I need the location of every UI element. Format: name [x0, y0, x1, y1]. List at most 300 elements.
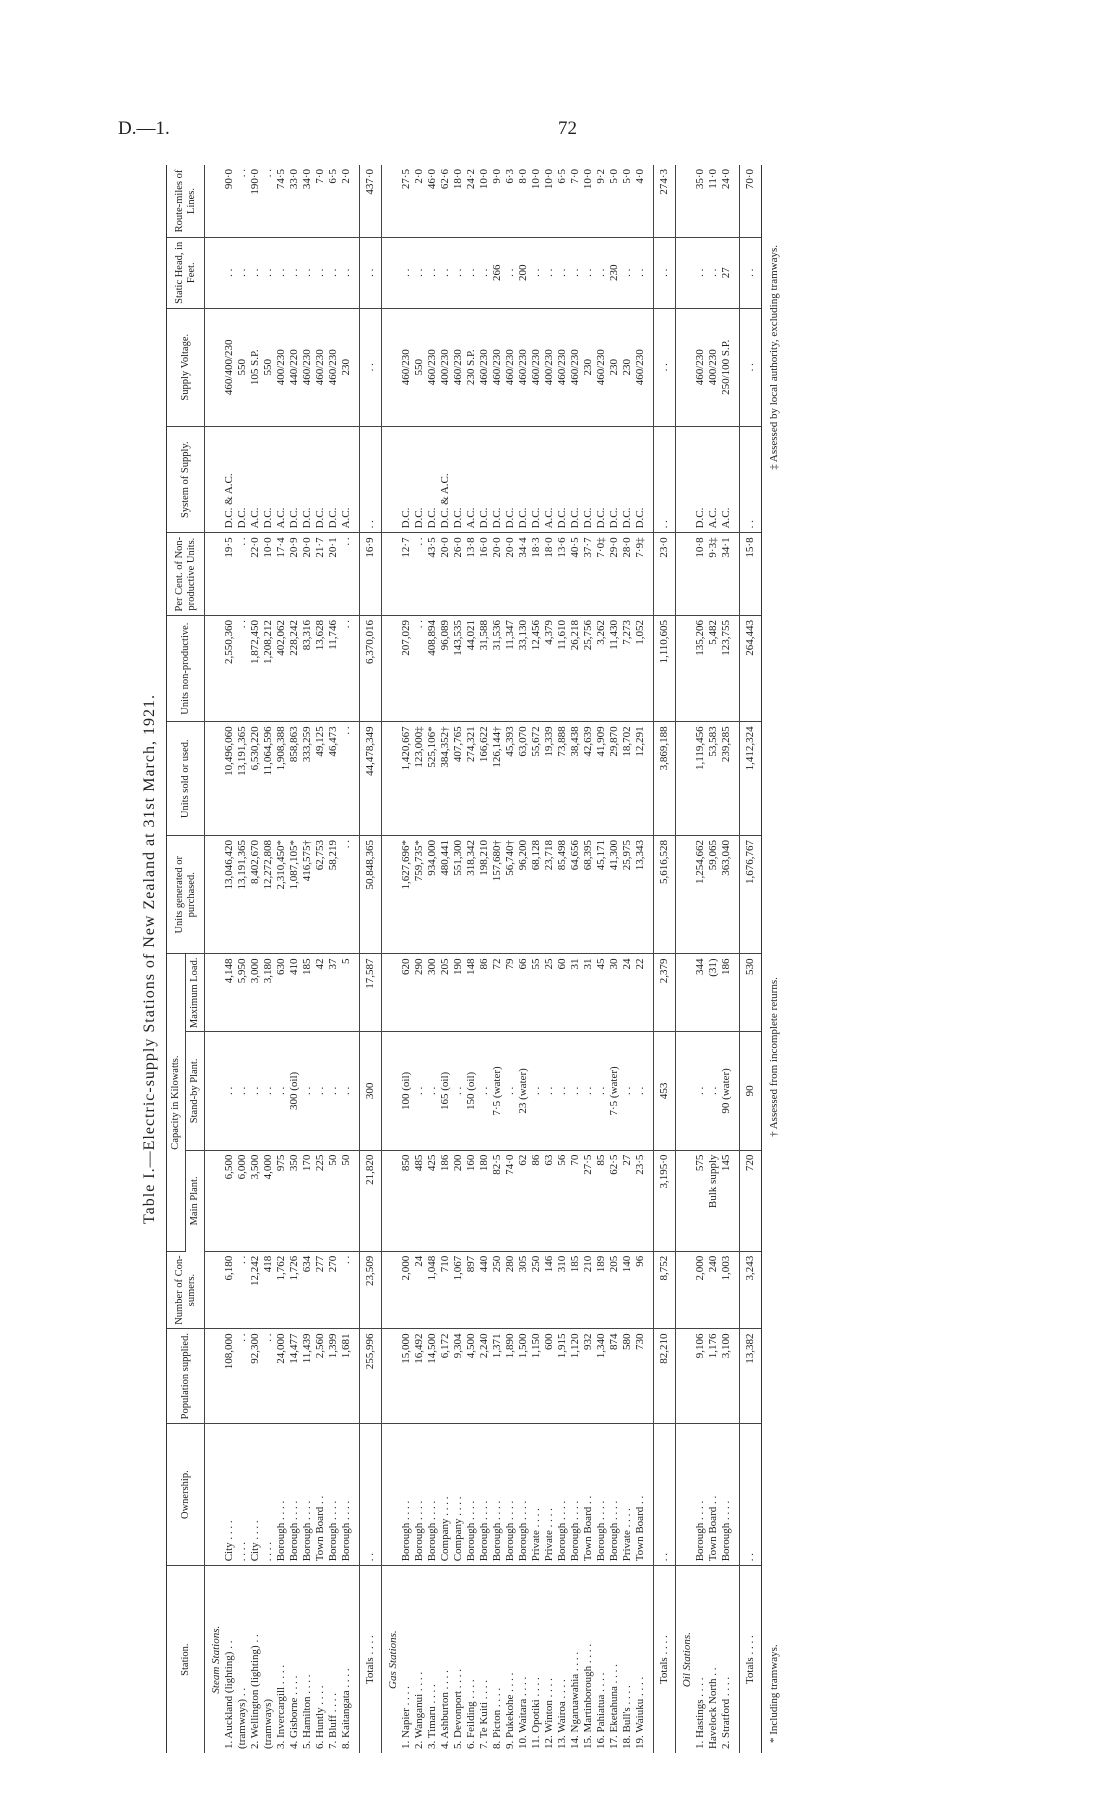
- total-route: 70·0: [740, 165, 762, 237]
- cell-consumers: 897: [465, 1251, 478, 1329]
- col-standby: Stand-by Plant.: [186, 1032, 205, 1150]
- table-row: [556, 165, 569, 1753]
- cell-pct: 20·0: [504, 533, 517, 616]
- cell-pct: 18·0: [543, 533, 556, 616]
- cell-voltage: 460/230: [400, 308, 413, 426]
- cell-route: 8·0: [517, 165, 530, 237]
- cell-pct: 16·0: [478, 533, 491, 616]
- col-population: Population supplied.: [167, 1329, 205, 1424]
- section-heading-row: [676, 165, 695, 1753]
- total-standby: 90: [740, 1032, 762, 1150]
- cell-sold: 38,438: [569, 722, 582, 836]
- cell-nonprod: 33,130: [517, 615, 530, 721]
- cell-system: D.C.: [262, 426, 275, 532]
- cell-population: . .: [236, 1329, 249, 1424]
- cell-sold: 49,125: [314, 722, 327, 836]
- cell-system: D.C.: [582, 426, 595, 532]
- cell-consumers: 305: [517, 1251, 530, 1329]
- cell-generated: 68,395: [582, 836, 595, 954]
- cell-nonprod: 1,208,212: [262, 615, 275, 721]
- cell-pct: 19·5: [223, 533, 236, 616]
- total-station: Totals . . . .: [740, 1566, 762, 1753]
- col-ownership: Ownership.: [167, 1423, 205, 1565]
- cell-population: 1,681: [340, 1329, 353, 1424]
- cell-station: 11. Opotiki . . . .: [530, 1677, 542, 1749]
- empty-cell: [382, 954, 401, 1032]
- totals-row: [654, 165, 676, 1753]
- cell-head: . .: [621, 237, 634, 308]
- col-system: System of Supply.: [167, 426, 205, 532]
- cell-route: 9·2: [595, 165, 608, 237]
- cell-generated: 68,128: [530, 836, 543, 954]
- cell-max-load: 205: [439, 954, 452, 1032]
- cell-sold: 53,583: [707, 722, 720, 836]
- cell-head: . .: [556, 237, 569, 308]
- cell-voltage: 460/230: [504, 308, 517, 426]
- section-heading: Steam Stations.: [210, 1625, 222, 1694]
- cell-standby: . .: [413, 1032, 426, 1150]
- empty-cell: [382, 1329, 401, 1424]
- cell-ownership: Town Board . .: [634, 1423, 647, 1565]
- total-main-plant: 720: [740, 1150, 762, 1251]
- cell-main-plant: 225: [314, 1150, 327, 1251]
- empty-cell: [382, 722, 401, 836]
- cell-station: 12. Winton . . . .: [543, 1678, 555, 1749]
- cell-system: D.C.: [288, 426, 301, 532]
- cell-station: 7. Bluff . . . .: [327, 1692, 339, 1749]
- cell-station: 4. Ashburton . . . .: [439, 1670, 451, 1749]
- table-row: [621, 165, 634, 1753]
- footnote-ddagger: ‡ Assessed by local authority, excluding tramways.: [768, 245, 780, 470]
- cell-sold: 166,622: [478, 722, 491, 836]
- cell-consumers: 2,000: [694, 1251, 707, 1329]
- cell-nonprod: 207,029: [400, 615, 413, 721]
- cell-population: 6,172: [439, 1329, 452, 1424]
- cell-consumers: 250: [530, 1251, 543, 1329]
- cell-pct: 13·8: [465, 533, 478, 616]
- cell-generated: 551,300: [452, 836, 465, 954]
- cell-pct: 34·1: [720, 533, 733, 616]
- total-max-load: 2,379: [654, 954, 676, 1032]
- cell-generated: 198,210: [478, 836, 491, 954]
- cell-sold: 29,870: [608, 722, 621, 836]
- cell-standby: . .: [504, 1032, 517, 1150]
- cell-sold: 41,909: [595, 722, 608, 836]
- total-station: Totals . . . .: [360, 1566, 382, 1753]
- cell-max-load: 37: [327, 954, 340, 1032]
- col-route-miles: Route-miles of Lines.: [167, 165, 205, 237]
- cell-voltage: 460/230: [694, 308, 707, 426]
- cell-pct: 29·0: [608, 533, 621, 616]
- cell-head: . .: [694, 237, 707, 308]
- cell-nonprod: . .: [236, 615, 249, 721]
- cell-population: 1,915: [556, 1329, 569, 1424]
- total-generated: 1,676,767: [740, 836, 762, 954]
- table-body: [205, 165, 762, 1753]
- empty-cell: [382, 836, 401, 954]
- cell-nonprod: 26,218: [569, 615, 582, 721]
- total-consumers: 8,752: [654, 1251, 676, 1329]
- table-row: [517, 165, 530, 1753]
- cell-pct: 10·0: [262, 533, 275, 616]
- cell-max-load: 190: [452, 954, 465, 1032]
- table-row: [608, 165, 621, 1753]
- cell-ownership: Borough . . . .: [595, 1423, 608, 1565]
- cell-nonprod: 135,206: [694, 615, 707, 721]
- cell-ownership: Town Board . .: [582, 1423, 595, 1565]
- cell-station: 4. Gisborne . . . .: [288, 1675, 300, 1749]
- total-ownership: . .: [654, 1423, 676, 1565]
- col-nonprod: Units non-productive.: [167, 615, 205, 721]
- cell-route: 190·0: [249, 165, 262, 237]
- cell-population: 932: [582, 1329, 595, 1424]
- cell-population: 1,500: [517, 1329, 530, 1424]
- cell-standby: 90 (water): [720, 1032, 733, 1150]
- empty-cell: [205, 308, 224, 426]
- cell-nonprod: 31,588: [478, 615, 491, 721]
- cell-generated: 59,065: [707, 836, 720, 954]
- cell-main-plant: 27: [621, 1150, 634, 1251]
- cell-pct: 34·4: [517, 533, 530, 616]
- cell-population: 1,340: [595, 1329, 608, 1424]
- cell-voltage: 400/230: [439, 308, 452, 426]
- cell-population: 874: [608, 1329, 621, 1424]
- cell-sold: 13,191,365: [236, 722, 249, 836]
- cell-population: 1,890: [504, 1329, 517, 1424]
- col-static-head: Static Head, in Feet.: [167, 237, 205, 308]
- cell-max-load: 45: [595, 954, 608, 1032]
- cell-standby: 300 (oil): [288, 1032, 301, 1150]
- cell-head: . .: [327, 237, 340, 308]
- cell-standby: . .: [582, 1032, 595, 1150]
- cell-ownership: Borough . . . .: [400, 1423, 413, 1565]
- cell-ownership: Private . . . .: [530, 1423, 543, 1565]
- cell-main-plant: 145: [720, 1150, 733, 1251]
- cell-ownership: Borough . . . .: [275, 1423, 288, 1565]
- cell-max-load: 148: [465, 954, 478, 1032]
- cell-route: 6·5: [327, 165, 340, 237]
- cell-voltage: 250/100 S.P.: [720, 308, 733, 426]
- cell-max-load: 25: [543, 954, 556, 1032]
- cell-population: 92,300: [249, 1329, 262, 1424]
- empty-cell: [382, 1251, 401, 1329]
- cell-generated: 56,740†: [504, 836, 517, 954]
- cell-station: 3. Timaru . . . .: [426, 1684, 438, 1749]
- table-row: [582, 165, 595, 1753]
- cell-ownership: Borough . . . .: [478, 1423, 491, 1565]
- cell-max-load: 72: [491, 954, 504, 1032]
- cell-standby: . .: [275, 1032, 288, 1150]
- cell-consumers: 210: [582, 1251, 595, 1329]
- cell-head: . .: [223, 237, 236, 308]
- cell-consumers: 12,242: [249, 1251, 262, 1329]
- total-nonprod: 1,110,605: [654, 615, 676, 721]
- cell-head: . .: [707, 237, 720, 308]
- total-route: 274·3: [654, 165, 676, 237]
- cell-consumers: . .: [340, 1251, 353, 1329]
- total-voltage: . .: [740, 308, 762, 426]
- cell-main-plant: 62·5: [608, 1150, 621, 1251]
- cell-system: D.C.: [517, 426, 530, 532]
- cell-max-load: 22: [634, 954, 647, 1032]
- cell-head: . .: [426, 237, 439, 308]
- footnotes: [762, 165, 780, 1753]
- total-population: 13,382: [740, 1329, 762, 1424]
- table-row: [504, 165, 517, 1753]
- total-pct: 15·8: [740, 533, 762, 616]
- cell-main-plant: 3,500: [249, 1150, 262, 1251]
- cell-standby: . .: [249, 1032, 262, 1150]
- cell-population: 730: [634, 1329, 647, 1424]
- total-system: . .: [740, 426, 762, 532]
- cell-ownership: City . . . .: [223, 1423, 236, 1565]
- total-head: . .: [654, 237, 676, 308]
- cell-consumers: 710: [439, 1251, 452, 1329]
- cell-station: 8. Picton . . . .: [491, 1687, 503, 1749]
- cell-ownership: City . . . .: [249, 1423, 262, 1565]
- cell-head: 266: [491, 237, 504, 308]
- cell-max-load: 66: [517, 954, 530, 1032]
- cell-voltage: 460/230: [327, 308, 340, 426]
- cell-voltage: 460/230: [426, 308, 439, 426]
- cell-standby: 150 (oil): [465, 1032, 478, 1150]
- cell-max-load: 31: [569, 954, 582, 1032]
- cell-pct: 26·0: [452, 533, 465, 616]
- section-heading-row: [382, 165, 401, 1753]
- cell-consumers: 280: [504, 1251, 517, 1329]
- cell-max-load: 42: [314, 954, 327, 1032]
- cell-route: 46·0: [426, 165, 439, 237]
- cell-head: . .: [543, 237, 556, 308]
- cell-nonprod: 13,628: [314, 615, 327, 721]
- cell-system: A.C.: [275, 426, 288, 532]
- empty-cell: [205, 237, 224, 308]
- cell-system: D.C. & A.C.: [439, 426, 452, 532]
- cell-main-plant: Bulk supply: [707, 1150, 720, 1251]
- cell-max-load: 620: [400, 954, 413, 1032]
- cell-station: 1. Napier . . . .: [400, 1686, 412, 1749]
- cell-ownership: Borough . . . .: [491, 1423, 504, 1565]
- cell-nonprod: . .: [340, 615, 353, 721]
- cell-route: 4·0: [634, 165, 647, 237]
- footnote-dagger: † Assessed from incomplete returns.: [768, 977, 780, 1137]
- cell-head: . .: [340, 237, 353, 308]
- cell-system: D.C.: [478, 426, 491, 532]
- cell-consumers: 418: [262, 1251, 275, 1329]
- total-max-load: 17,587: [360, 954, 382, 1032]
- cell-head: . .: [236, 237, 249, 308]
- cell-max-load: 290: [413, 954, 426, 1032]
- cell-max-load: 86: [478, 954, 491, 1032]
- cell-pct: 13·6: [556, 533, 569, 616]
- cell-ownership: Borough . . . .: [327, 1423, 340, 1565]
- cell-route: 24·2: [465, 165, 478, 237]
- cell-route: 5·0: [621, 165, 634, 237]
- section-heading-row: [205, 165, 224, 1753]
- cell-head: 27: [720, 237, 733, 308]
- cell-standby: 165 (oil): [439, 1032, 452, 1150]
- cell-max-load: 79: [504, 954, 517, 1032]
- cell-pct: 18·3: [530, 533, 543, 616]
- cell-head: . .: [314, 237, 327, 308]
- cell-head: . .: [582, 237, 595, 308]
- cell-voltage: 460/230: [634, 308, 647, 426]
- cell-population: 9,106: [694, 1329, 707, 1424]
- empty-cell: [676, 165, 695, 237]
- cell-max-load: 30: [608, 954, 621, 1032]
- cell-pct: 28·0: [621, 533, 634, 616]
- cell-generated: 934,000: [426, 836, 439, 954]
- cell-max-load: 24: [621, 954, 634, 1032]
- cell-standby: . .: [556, 1032, 569, 1150]
- cell-station: (tramways): [262, 1698, 274, 1749]
- cell-main-plant: 4,000: [262, 1150, 275, 1251]
- cell-system: D.C.: [400, 426, 413, 532]
- cell-nonprod: 3,262: [595, 615, 608, 721]
- cell-consumers: . .: [236, 1251, 249, 1329]
- cell-voltage: 550: [413, 308, 426, 426]
- cell-standby: . .: [478, 1032, 491, 1150]
- cell-population: 1,399: [327, 1329, 340, 1424]
- cell-head: . .: [288, 237, 301, 308]
- cell-station: 17. Eketahuna . . . .: [608, 1664, 620, 1749]
- cell-population: 1,150: [530, 1329, 543, 1424]
- cell-main-plant: 350: [288, 1150, 301, 1251]
- cell-route: 34·0: [301, 165, 314, 237]
- cell-population: 600: [543, 1329, 556, 1424]
- cell-system: D.C.: [236, 426, 249, 532]
- cell-standby: . .: [694, 1032, 707, 1150]
- cell-generated: 25,975: [621, 836, 634, 954]
- cell-nonprod: . .: [413, 615, 426, 721]
- cell-route: 6·5: [556, 165, 569, 237]
- cell-sold: 63,070: [517, 722, 530, 836]
- cell-max-load: 3,180: [262, 954, 275, 1032]
- cell-generated: 480,441: [439, 836, 452, 954]
- cell-system: D.C.: [595, 426, 608, 532]
- empty-cell: [205, 533, 224, 616]
- cell-population: . .: [262, 1329, 275, 1424]
- cell-generated: 12,272,808: [262, 836, 275, 954]
- cell-max-load: 185: [301, 954, 314, 1032]
- empty-cell: [676, 426, 695, 532]
- cell-station: Havelock North . .: [707, 1667, 719, 1749]
- cell-ownership: Borough . . . .: [517, 1423, 530, 1565]
- cell-route: 2·0: [340, 165, 353, 237]
- cell-system: A.C.: [340, 426, 353, 532]
- empty-cell: [676, 615, 695, 721]
- cell-nonprod: 11,347: [504, 615, 517, 721]
- cell-consumers: 250: [491, 1251, 504, 1329]
- footnote-star: * Including tramways.: [768, 1644, 780, 1743]
- cell-sold: 1,119,456: [694, 722, 707, 836]
- cell-generated: 318,342: [465, 836, 478, 954]
- cell-station: 2. Stratford . . . .: [720, 1676, 732, 1749]
- cell-pct: . .: [236, 533, 249, 616]
- cell-standby: . .: [236, 1032, 249, 1150]
- cell-route: 5·0: [608, 165, 621, 237]
- table-row: [301, 165, 314, 1753]
- cell-voltage: 460/230: [595, 308, 608, 426]
- cell-head: . .: [262, 237, 275, 308]
- col-consumers: Number of Con-sumers.: [167, 1251, 205, 1329]
- cell-sold: 6,530,220: [249, 722, 262, 836]
- cell-sold: 46,473: [327, 722, 340, 836]
- cell-pct: 9·3‡: [707, 533, 720, 616]
- empty-cell: [382, 165, 401, 237]
- cell-voltage: 460/230: [491, 308, 504, 426]
- cell-head: . .: [439, 237, 452, 308]
- cell-route: . .: [262, 165, 275, 237]
- cell-voltage: 550: [236, 308, 249, 426]
- empty-cell: [676, 836, 695, 954]
- cell-system: D.C. & A.C.: [223, 426, 236, 532]
- cell-system: A.C.: [465, 426, 478, 532]
- cell-voltage: 550: [262, 308, 275, 426]
- table-title: Table I.—Electric-supply Stations of New Zealand at 31st March, 1921.: [141, 694, 158, 1224]
- table-row: [478, 165, 491, 1753]
- cell-station: 7. Te Kuiti . . . .: [478, 1680, 490, 1749]
- cell-nonprod: 44,021: [465, 615, 478, 721]
- cell-nonprod: 31,536: [491, 615, 504, 721]
- cell-head: . .: [275, 237, 288, 308]
- cell-sold: 525,106*: [426, 722, 439, 836]
- cell-ownership: Borough . . . .: [569, 1423, 582, 1565]
- cell-max-load: 5,950: [236, 954, 249, 1032]
- cell-pct: . .: [340, 533, 353, 616]
- cell-main-plant: 160: [465, 1150, 478, 1251]
- empty-cell: [676, 1032, 695, 1150]
- cell-voltage: 230: [608, 308, 621, 426]
- cell-consumers: 146: [543, 1251, 556, 1329]
- table-row: [452, 165, 465, 1753]
- empty-cell: [676, 533, 695, 616]
- cell-sold: 18,702: [621, 722, 634, 836]
- col-max-load: Maximum Load.: [186, 954, 205, 1032]
- cell-nonprod: 143,535: [452, 615, 465, 721]
- cell-population: 1,120: [569, 1329, 582, 1424]
- cell-pct: 20·0: [301, 533, 314, 616]
- cell-main-plant: 82·5: [491, 1150, 504, 1251]
- cell-station: (tramways) . .: [236, 1687, 248, 1749]
- cell-system: D.C.: [556, 426, 569, 532]
- col-sold: Units sold or used.: [167, 722, 205, 836]
- cell-pct: 17·4: [275, 533, 288, 616]
- total-nonprod: 264,443: [740, 615, 762, 721]
- cell-ownership: Town Board . .: [707, 1423, 720, 1565]
- cell-ownership: Company . . . .: [439, 1423, 452, 1565]
- cell-station: 5. Hamilton . . . .: [301, 1674, 313, 1749]
- cell-main-plant: 50: [327, 1150, 340, 1251]
- cell-pct: 20·1: [327, 533, 340, 616]
- cell-system: D.C.: [452, 426, 465, 532]
- col-capacity-group: Capacity in Kilowatts.: [167, 954, 186, 1251]
- cell-system: D.C.: [413, 426, 426, 532]
- cell-system: D.C.: [608, 426, 621, 532]
- cell-nonprod: 228,242: [288, 615, 301, 721]
- cell-station: 19. Waiuku . . . .: [634, 1676, 646, 1749]
- empty-cell: [382, 1423, 401, 1565]
- cell-route: 27·5: [400, 165, 413, 237]
- cell-route: 18·0: [452, 165, 465, 237]
- cell-consumers: 440: [478, 1251, 491, 1329]
- cell-route: 10·0: [543, 165, 556, 237]
- cell-standby: . .: [634, 1032, 647, 1150]
- empty-cell: [205, 1423, 224, 1565]
- total-voltage: . .: [360, 308, 382, 426]
- empty-cell: [382, 308, 401, 426]
- cell-voltage: 460/400/230: [223, 308, 236, 426]
